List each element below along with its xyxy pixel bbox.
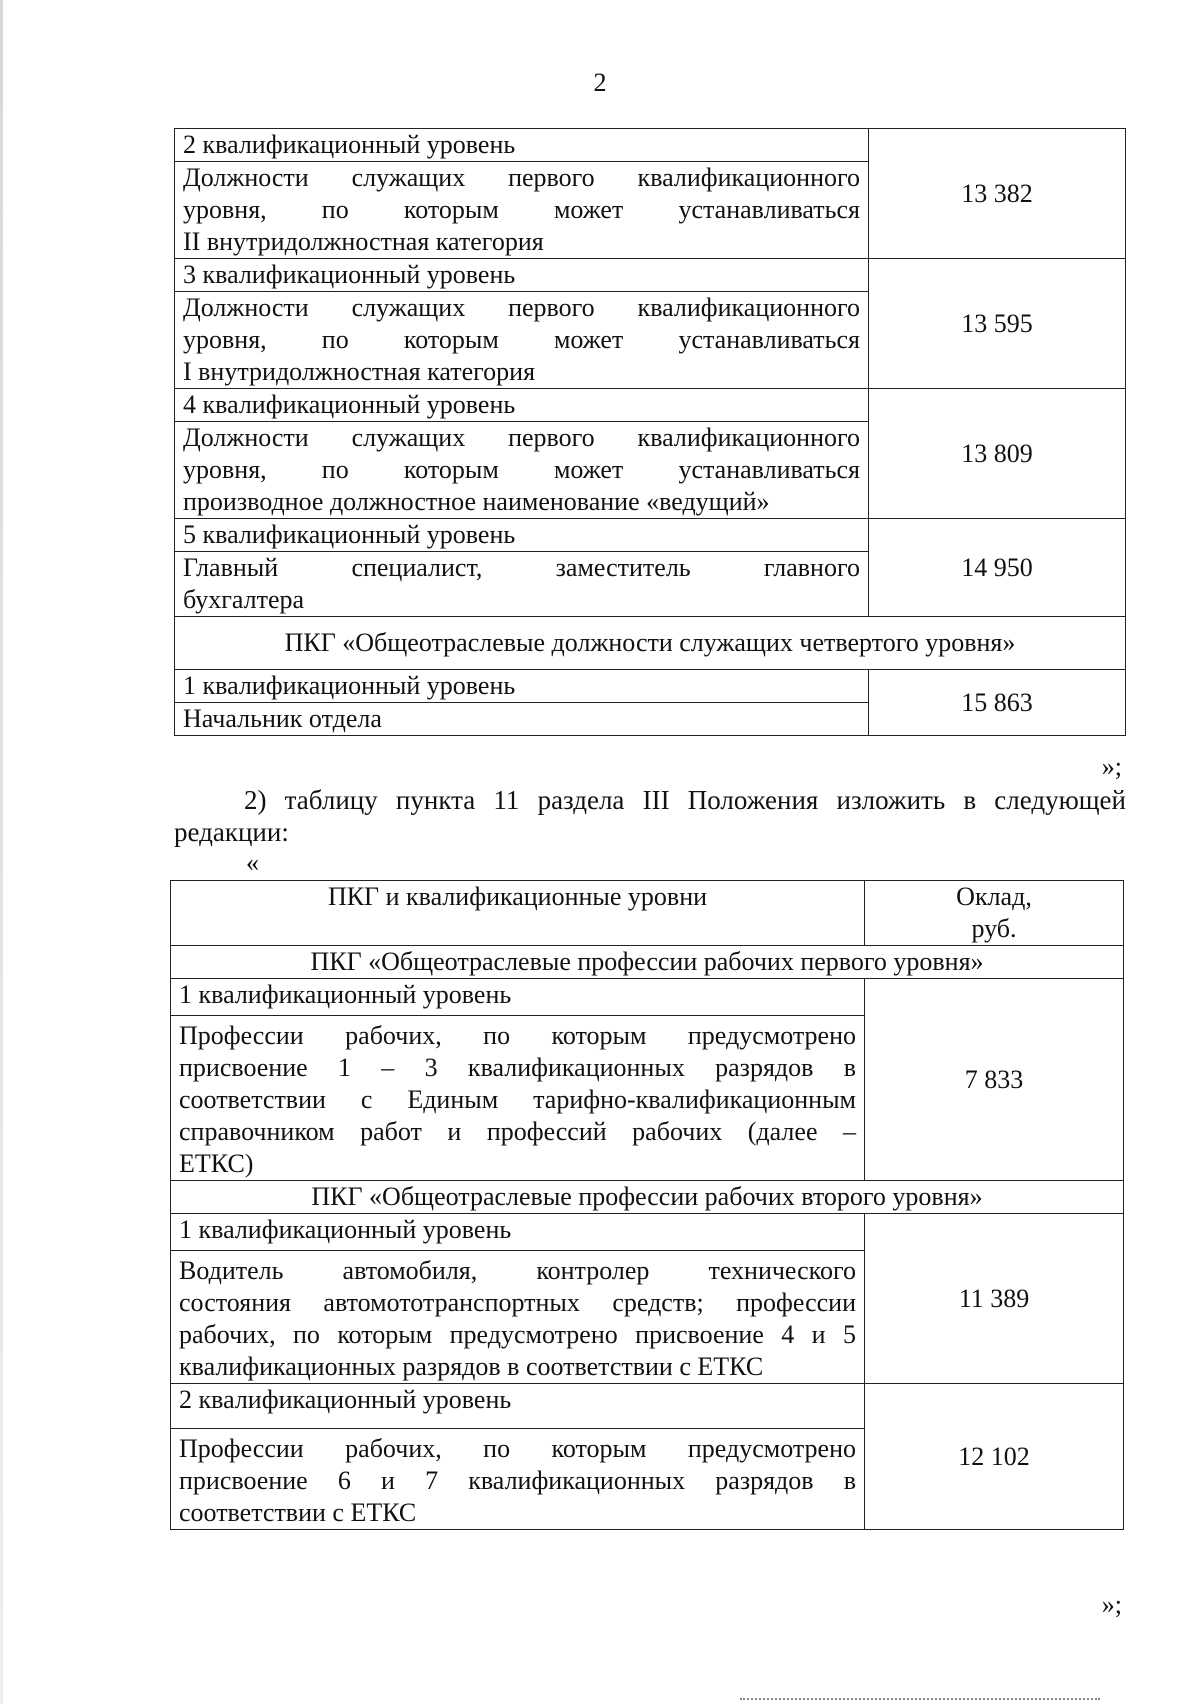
header-salary: Оклад, руб.: [865, 881, 1124, 946]
description-cell: Должности служащих первого квалификационного уровня, по которым может устанавливаться I внутридолжностная категория: [175, 292, 869, 389]
salary-cell: 15 863: [869, 670, 1126, 736]
opening-quote: «: [246, 848, 259, 877]
description-cell: Должности служащих первого квалификационного уровня, по которым может устанавливаться производное должностное наименование «ведущий»: [175, 422, 869, 519]
table-row: [171, 1384, 1124, 1429]
page-number: 2: [593, 68, 607, 97]
salary-cell: 7 833: [865, 979, 1124, 1181]
group-heading: ПКГ «Общеотраслевые профессии рабочих первого уровня»: [171, 946, 1124, 979]
table-header-row: [171, 881, 1124, 946]
salary-cell: 12 102: [865, 1384, 1124, 1530]
level-cell: 1 квалификационный уровень: [175, 670, 869, 703]
group-heading: ПКГ «Общеотраслевые должности служащих четвертого уровня»: [175, 617, 1126, 670]
salary-cell: 13 595: [869, 259, 1126, 389]
description-cell: Начальник отдела: [175, 703, 869, 736]
level-cell: 3 квалификационный уровень: [175, 259, 869, 292]
salary-cell: 14 950: [869, 519, 1126, 617]
level-cell: 1 квалификационный уровень: [171, 1214, 865, 1251]
table-row: [171, 1214, 1124, 1251]
level-cell: 5 квалификационный уровень: [175, 519, 869, 552]
salary-cell: 11 389: [865, 1214, 1124, 1384]
salary-table-servants: [174, 128, 1126, 736]
table-row: [171, 979, 1124, 1016]
level-cell: 2 квалификационный уровень: [175, 129, 869, 162]
closing-quote: »;: [1101, 752, 1122, 781]
description-cell: Главный специалист, заместитель главного бухгалтера: [175, 552, 869, 617]
header-levels: ПКГ и квалификационные уровни: [171, 881, 865, 946]
table-row: [175, 670, 1126, 703]
salary-cell: 13 809: [869, 389, 1126, 519]
description-cell: Профессии рабочих, по которым предусмотрено присвоение 1 – 3 квалификационных разрядов в соответствии с Единым тарифно-квалификационным справочником работ и профессий рабочих (далее – ЕТКС): [171, 1016, 865, 1181]
table-row: [175, 617, 1126, 670]
amendment-paragraph: 2) таблицу пункта 11 раздела III Положения изложить в следующей редакции:: [174, 785, 1126, 847]
scan-edge: [0, 0, 3, 1704]
description-cell: Водитель автомобиля, контролер технического состояния автомототранспортных средств; профессии рабочих, по которым предусмотрено присвоение 4 и 5 квалификационных разрядов в соответствии с ЕТКС: [171, 1251, 865, 1384]
scan-bottom-mark: [740, 1698, 1100, 1702]
level-cell: 4 квалификационный уровень: [175, 389, 869, 422]
salary-table-workers: [170, 880, 1124, 1530]
table-row: [171, 946, 1124, 979]
table-row: [175, 519, 1126, 552]
level-cell: 2 квалификационный уровень: [171, 1384, 865, 1429]
table-row: [175, 129, 1126, 162]
table-row: [171, 1181, 1124, 1214]
closing-quote: »;: [1101, 1590, 1122, 1619]
group-heading: ПКГ «Общеотраслевые профессии рабочих второго уровня»: [171, 1181, 1124, 1214]
table-row: [175, 259, 1126, 292]
description-cell: Профессии рабочих, по которым предусмотрено присвоение 6 и 7 квалификационных разрядов в соответствии с ЕТКС: [171, 1429, 865, 1530]
level-cell: 1 квалификационный уровень: [171, 979, 865, 1016]
salary-cell: 13 382: [869, 129, 1126, 259]
description-cell: Должности служащих первого квалификационного уровня, по которым может устанавливаться II внутридолжностная категория: [175, 162, 869, 259]
table-row: [175, 389, 1126, 422]
